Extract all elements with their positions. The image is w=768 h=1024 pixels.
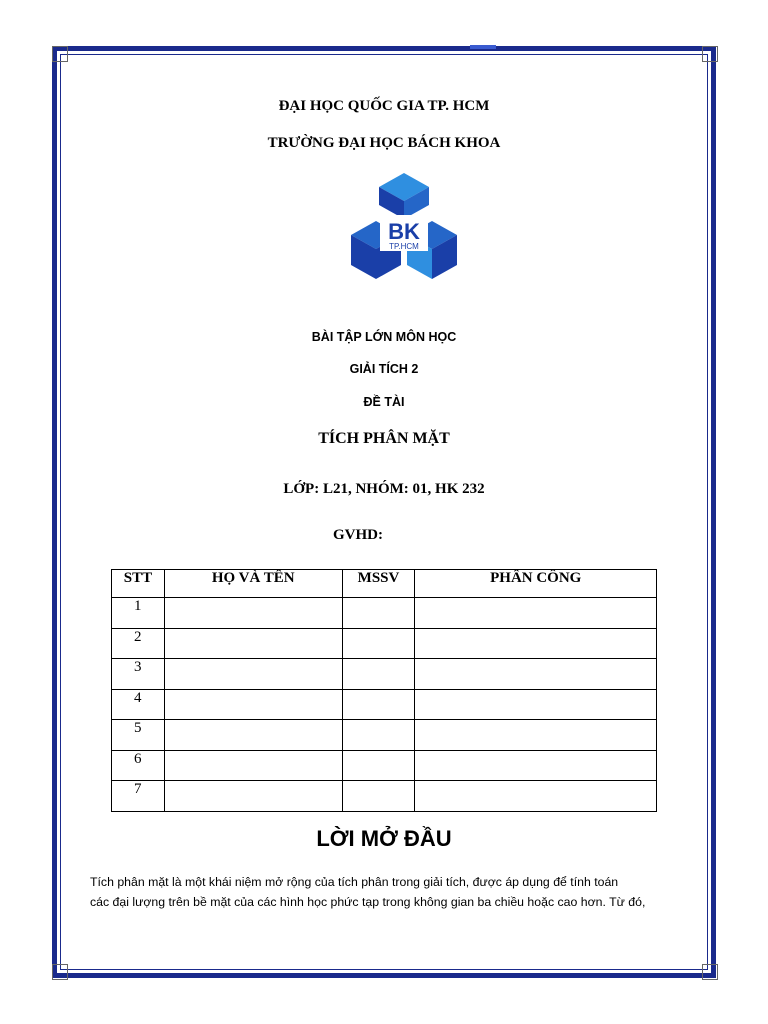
header-name: HỌ VÀ TÊN	[164, 570, 342, 598]
header-stt: STT	[112, 570, 165, 598]
id-cell[interactable]	[342, 659, 415, 690]
row-number: 7	[112, 781, 165, 812]
task-cell[interactable]	[415, 659, 657, 690]
task-cell[interactable]	[415, 628, 657, 659]
task-cell[interactable]	[415, 720, 657, 751]
corner-mark	[702, 46, 718, 62]
id-cell[interactable]	[342, 750, 415, 781]
topic-label: ĐỀ TÀI	[363, 395, 405, 409]
table-row	[112, 720, 657, 751]
task-cell[interactable]	[415, 689, 657, 720]
school-name: TRƯỜNG ĐẠI HỌC BÁCH KHOA	[267, 135, 501, 151]
name-cell[interactable]	[164, 750, 342, 781]
id-cell[interactable]	[342, 689, 415, 720]
logo-subtext: TP.HCM	[389, 242, 419, 251]
header-student-id: MSSV	[342, 570, 415, 598]
corner-mark	[52, 46, 68, 62]
table-row	[112, 689, 657, 720]
assignment-title: BÀI TẬP LỚN MÔN HỌC	[311, 330, 457, 344]
name-cell[interactable]	[164, 598, 342, 629]
logo-text: BK	[388, 219, 420, 244]
table-header-row	[112, 570, 657, 598]
task-cell[interactable]	[415, 598, 657, 629]
corner-mark	[702, 964, 718, 980]
name-cell[interactable]	[164, 720, 342, 751]
preface-line: các đại lượng trên bề mặt của các hình học phức tạp trong không gian ba chiều hoặc cao hơn. Từ đó,	[90, 895, 646, 909]
page-border-mark	[470, 45, 496, 49]
row-number: 1	[112, 598, 165, 629]
advisor-label: GVHD:	[333, 527, 383, 543]
corner-mark	[52, 964, 68, 980]
table-row	[112, 598, 657, 629]
preface-title: LỜI MỞ ĐẦU	[316, 826, 452, 851]
name-cell[interactable]	[164, 689, 342, 720]
table-row	[112, 659, 657, 690]
table-row	[112, 750, 657, 781]
name-cell[interactable]	[164, 628, 342, 659]
row-number: 4	[112, 689, 165, 720]
table-row	[112, 781, 657, 812]
bk-logo	[349, 171, 459, 281]
member-table	[111, 569, 657, 812]
university-name: ĐẠI HỌC QUỐC GIA TP. HCM	[278, 98, 490, 114]
name-cell[interactable]	[164, 781, 342, 812]
row-number: 5	[112, 720, 165, 751]
id-cell[interactable]	[342, 628, 415, 659]
table-row	[112, 628, 657, 659]
task-cell[interactable]	[415, 781, 657, 812]
row-number: 2	[112, 628, 165, 659]
course-name: GIẢI TÍCH 2	[349, 362, 419, 376]
class-info: LỚP: L21, NHÓM: 01, HK 232	[283, 481, 485, 497]
task-cell[interactable]	[415, 750, 657, 781]
topic-title: TÍCH PHÂN MẶT	[318, 430, 450, 447]
name-cell[interactable]	[164, 659, 342, 690]
preface-line: Tích phân mặt là một khái niệm mở rộng của tích phân trong giải tích, được áp dụng để tính toán	[90, 875, 619, 889]
row-number: 6	[112, 750, 165, 781]
id-cell[interactable]	[342, 720, 415, 751]
id-cell[interactable]	[342, 598, 415, 629]
preface-paragraph	[90, 872, 690, 912]
id-cell[interactable]	[342, 781, 415, 812]
row-number: 3	[112, 659, 165, 690]
header-assignment: PHÂN CÔNG	[415, 570, 657, 598]
